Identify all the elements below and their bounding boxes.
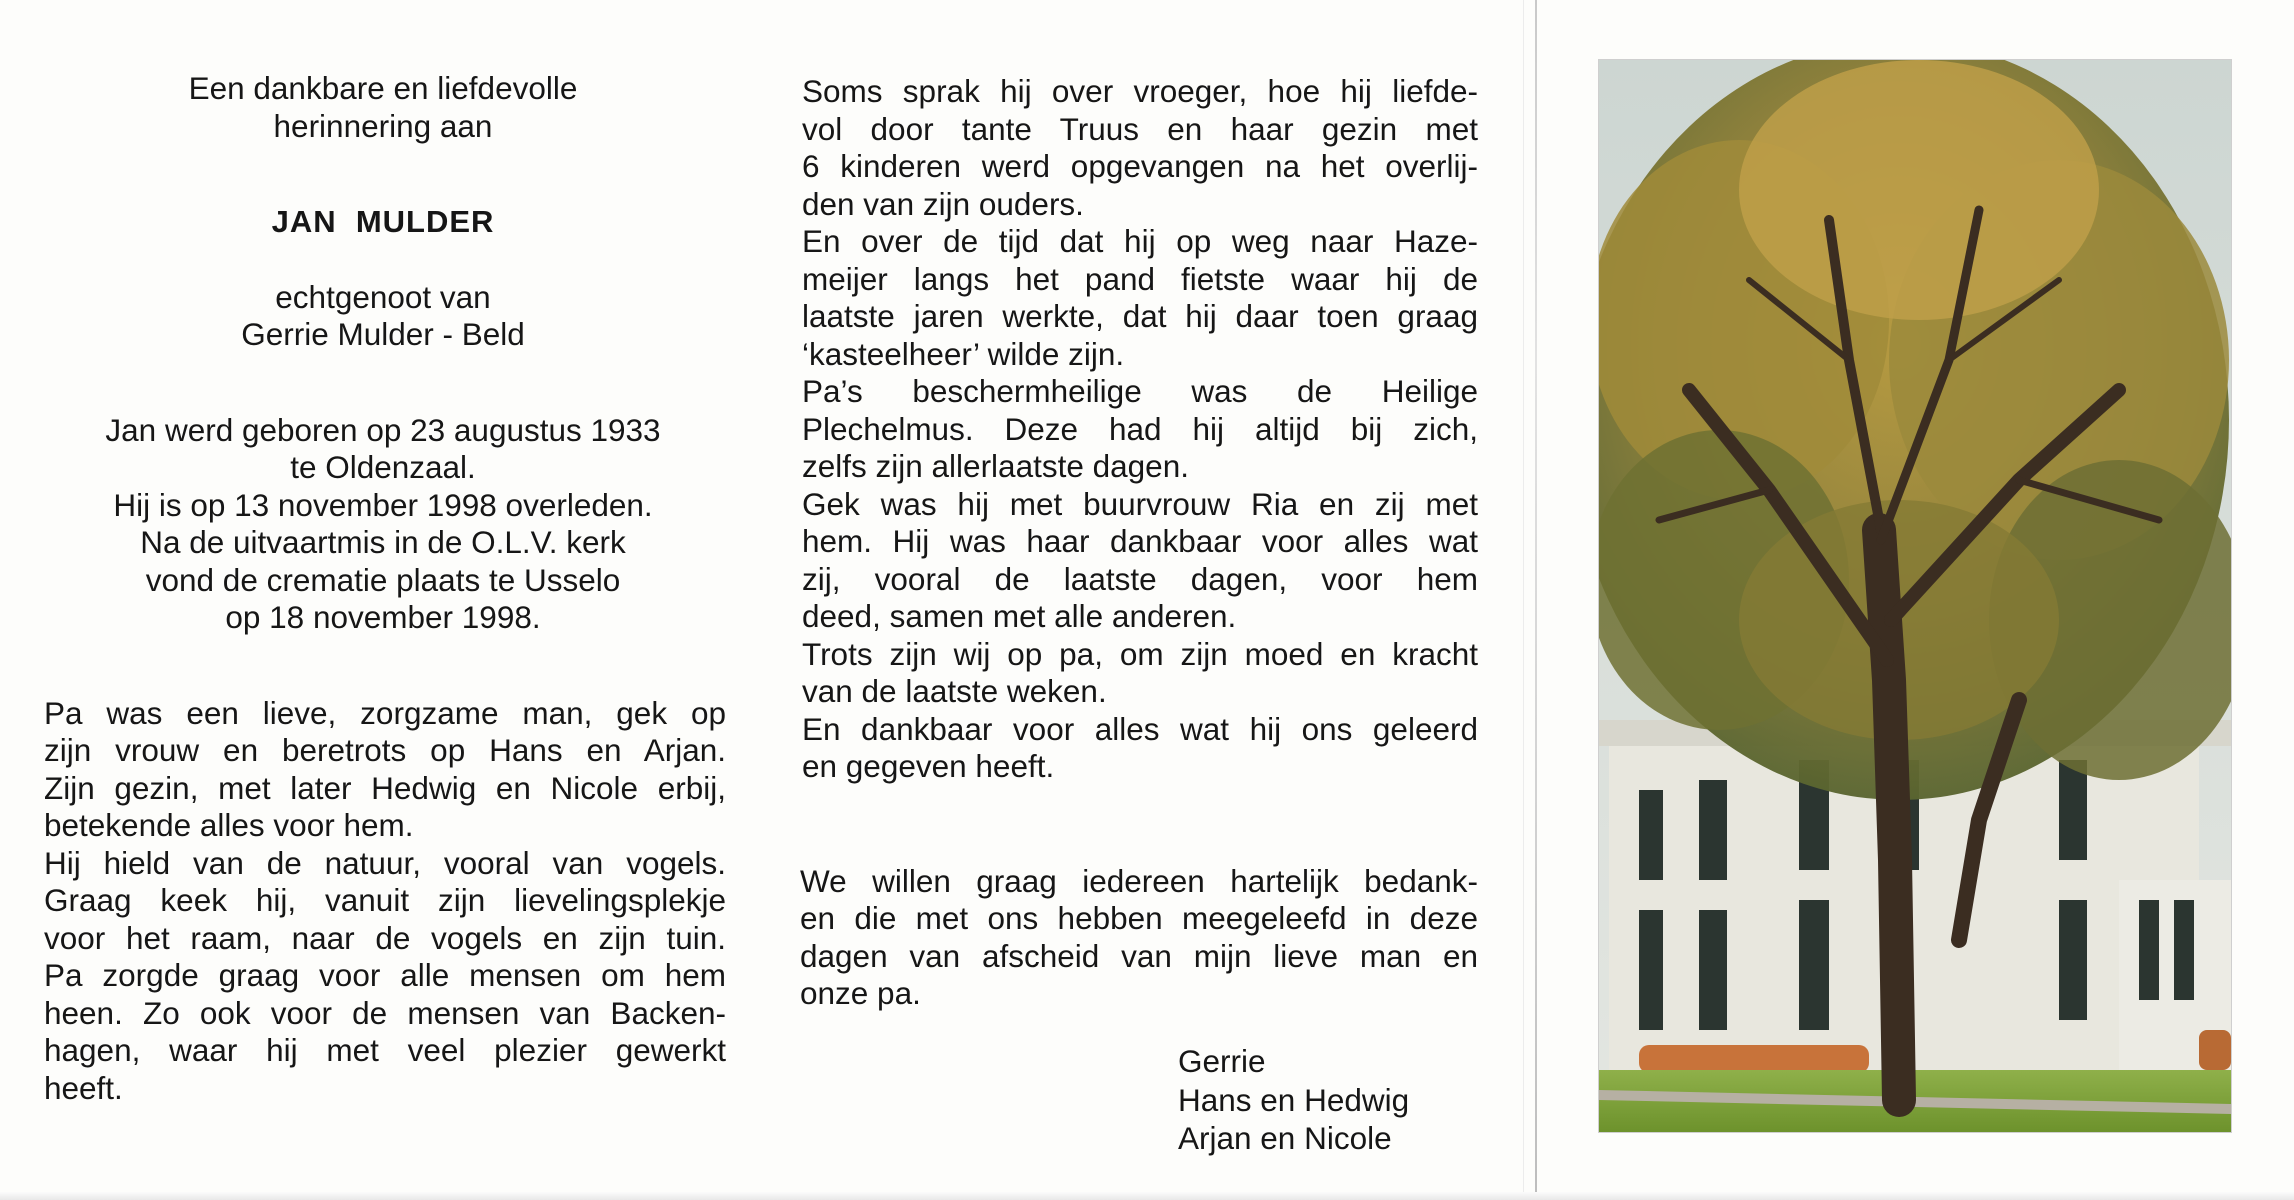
intro-text (40, 70, 726, 145)
signature-line: Arjan en Nicole (1178, 1120, 1392, 1156)
tribute-line: Pa zorgde graag voor alle mensen om hem (44, 957, 726, 993)
card-fold-line (1535, 0, 1537, 1200)
memories-line: 6 kinderen werd opgevangen na het overlij- (802, 148, 1478, 184)
tribute-line: voor het raam, naar de vogels en zijn tuin. (44, 919, 726, 956)
tribute-paragraph (44, 695, 726, 1108)
memories-line: vol door tante Truus en haar gezin met (802, 110, 1478, 147)
spouse-line: echtgenoot van (275, 278, 491, 315)
tribute-line: heen. Zo ook voor de mensen van Backen- (44, 994, 726, 1031)
tribute-line: Graag keek hij, vanuit zijn lievelingsplekje (44, 882, 726, 918)
memories-line: Soms sprak hij over vroeger, hoe hij liefde- (802, 73, 1478, 109)
memories-line: Trots zijn wij op pa, om zijn moed en kracht (802, 635, 1478, 672)
thanks-line: onze pa. (800, 975, 921, 1011)
hedge (1639, 1045, 1869, 1073)
signature-line: Gerrie (1178, 1043, 1266, 1079)
tribute-line: Zijn gezin, met later Hedwig en Nicole erbij, (44, 769, 726, 806)
memories-line: hem. Hij was haar dankbaar voor alles wat (802, 523, 1478, 559)
memories-line: zelfs zijn allerlaatste dagen. (802, 448, 1189, 484)
memories-line: En dankbaar voor alles wat hij ons geleerd (802, 710, 1478, 747)
thanks-line: We willen graag iedereen hartelijk bedank- (800, 862, 1478, 899)
life-dates (40, 412, 726, 637)
intro-line: Een dankbare en liefdevolle (188, 70, 578, 106)
dates-line: op 18 november 1998. (225, 599, 541, 635)
memories-line: van de laatste weken. (802, 673, 1107, 709)
card-fold-shadow (1523, 0, 1524, 1200)
memories-line: en gegeven heeft. (802, 748, 1055, 784)
photo-illustration (1599, 60, 2231, 1132)
dates-line: Na de uitvaartmis in de O.L.V. kerk (140, 524, 626, 560)
memories-line: Pa’s beschermheilige was de Heilige (802, 373, 1478, 409)
tribute-line: Pa was een lieve, zorgzame man, gek op (44, 694, 726, 731)
memories-line: En over de tijd dat hij op weg naar Haze- (802, 223, 1478, 259)
spouse-line: Gerrie Mulder - Beld (241, 316, 525, 352)
signature-line: Hans en Hedwig (1178, 1081, 1410, 1118)
thanks-line: dagen van afscheid van mijn lieve man en (800, 937, 1478, 974)
family-signatures (1178, 1042, 1409, 1158)
dates-line: Hij is op 13 november 1998 overleden. (113, 486, 653, 523)
dates-line: Jan werd geboren op 23 augustus 1933 (105, 411, 661, 448)
memories-line: Plechelmus. Deze had hij altijd bij zich, (802, 410, 1478, 447)
tribute-line: betekende alles voor hem. (44, 807, 414, 843)
dates-line: vond de crematie plaats te Usselo (145, 561, 621, 598)
memories-line: deed, samen met alle anderen. (802, 598, 1237, 634)
memories-line: ‘kasteelheer’ wilde zijn. (802, 335, 1125, 372)
memories-line: Gek was hij met buurvrouw Ria en zij met (802, 485, 1478, 522)
tree-foliage (1599, 60, 2231, 800)
thanks-paragraph (800, 863, 1478, 1013)
tribute-line: heeft. (44, 1069, 123, 1106)
spouse-text (40, 279, 726, 354)
memories-paragraph (802, 73, 1478, 786)
memories-line: zij, vooral de laatste dagen, voor hem (802, 560, 1478, 597)
dates-line: te Oldenzaal. (290, 449, 476, 485)
deceased-name: JAN MULDER (271, 204, 495, 239)
intro-line: herinnering aan (273, 107, 493, 144)
memories-line: den van zijn ouders. (802, 185, 1084, 222)
middle-column (802, 73, 1478, 1013)
memories-line: laatste jaren werkte, dat hij daar toen graag (802, 298, 1478, 334)
tree-manor-photo (1598, 59, 2232, 1133)
tribute-line: zijn vrouw en beretrots op Hans en Arjan. (44, 732, 726, 768)
tribute-line: Hij hield van de natuur, vooral van vogels. (44, 844, 726, 881)
memories-line: meijer langs het pand fietste waar hij de (802, 260, 1478, 297)
thanks-line: en die met ons hebben meegeleefd in deze (800, 900, 1478, 936)
left-column (40, 70, 726, 1107)
tribute-line: hagen, waar hij met veel plezier gewerkt (44, 1032, 726, 1068)
card-bottom-edge (0, 1192, 2294, 1200)
